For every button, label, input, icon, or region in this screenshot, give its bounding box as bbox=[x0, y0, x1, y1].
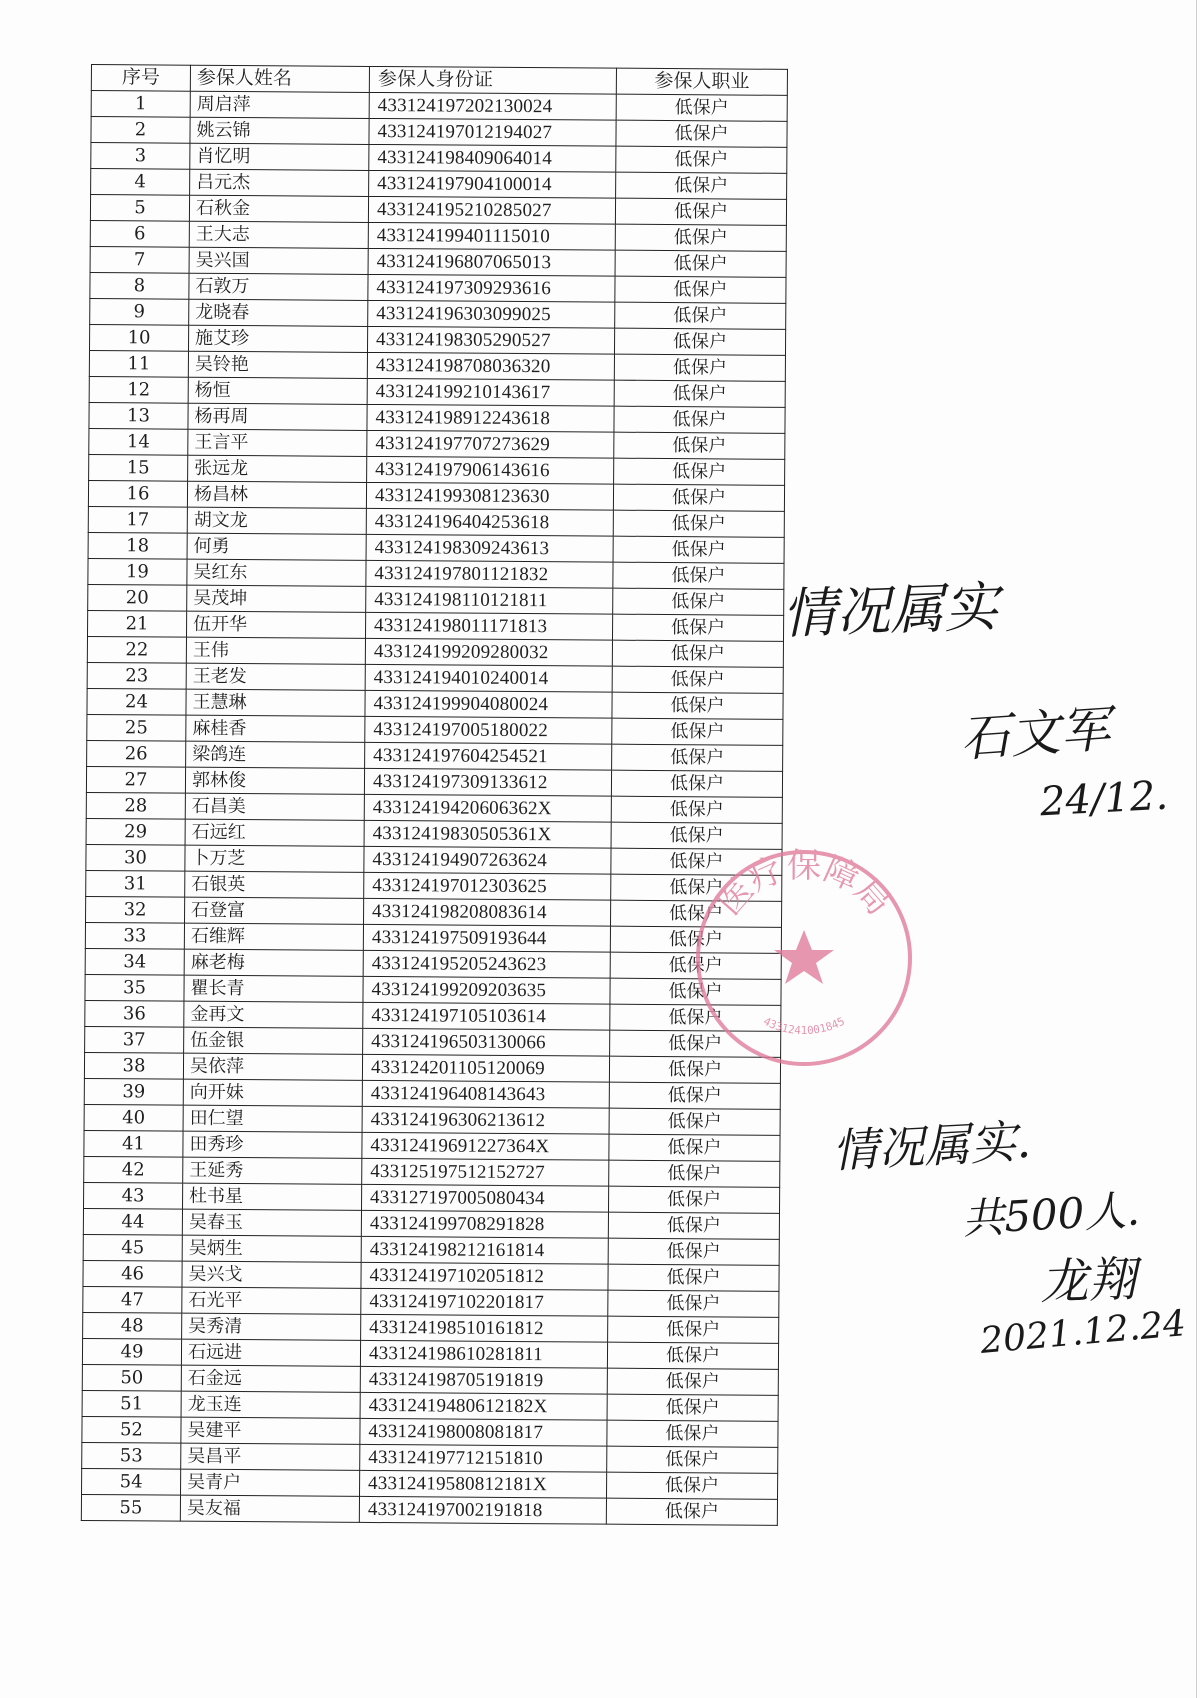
handwritten-count-note: 共500人. bbox=[960, 1185, 1141, 1244]
row-name: 吴春玉 bbox=[182, 1209, 361, 1236]
row-id-number: 433124197102051812 bbox=[361, 1262, 608, 1290]
row-seq: 32 bbox=[86, 896, 185, 923]
row-id-number: 433124197005180022 bbox=[365, 716, 612, 744]
row-occupation: 低保户 bbox=[610, 1030, 781, 1057]
row-name: 石金远 bbox=[181, 1365, 360, 1392]
row-seq: 31 bbox=[86, 870, 185, 897]
row-seq: 12 bbox=[89, 376, 188, 403]
row-occupation: 低保户 bbox=[610, 978, 781, 1005]
row-seq: 30 bbox=[86, 844, 185, 871]
row-occupation: 低保户 bbox=[612, 640, 783, 667]
row-name: 石登富 bbox=[185, 897, 364, 924]
row-seq: 38 bbox=[84, 1052, 183, 1079]
row-seq: 2 bbox=[91, 117, 190, 144]
row-seq: 14 bbox=[89, 428, 188, 455]
row-occupation: 低保户 bbox=[615, 276, 786, 303]
row-id-number: 433124198305290527 bbox=[367, 326, 614, 354]
row-name: 杨昌林 bbox=[187, 481, 366, 508]
row-id-number: 433124197707273629 bbox=[367, 430, 614, 458]
row-id-number: 433124197906143616 bbox=[367, 456, 614, 484]
row-occupation: 低保户 bbox=[609, 1082, 780, 1109]
row-seq: 10 bbox=[89, 324, 188, 351]
row-name: 梁鸽连 bbox=[186, 741, 365, 768]
row-name: 石光平 bbox=[182, 1287, 361, 1314]
row-name: 石远进 bbox=[181, 1339, 360, 1366]
row-id-number: 43312419691227364X bbox=[362, 1132, 609, 1160]
row-id-number: 433127197005080434 bbox=[362, 1184, 609, 1212]
row-id-number: 433124194010240014 bbox=[365, 664, 612, 692]
row-seq: 41 bbox=[84, 1130, 183, 1157]
row-occupation: 低保户 bbox=[613, 562, 784, 589]
row-name: 伍金银 bbox=[184, 1027, 363, 1054]
row-occupation: 低保户 bbox=[615, 250, 786, 277]
row-seq: 53 bbox=[82, 1442, 181, 1469]
row-name: 吴依萍 bbox=[183, 1053, 362, 1080]
row-seq: 8 bbox=[90, 272, 189, 299]
header-occupation: 参保人职业 bbox=[616, 68, 787, 95]
row-seq: 39 bbox=[84, 1078, 183, 1105]
row-seq: 37 bbox=[85, 1026, 184, 1053]
row-id-number: 433124197102201817 bbox=[361, 1288, 608, 1316]
row-name: 田仁望 bbox=[183, 1105, 362, 1132]
row-seq: 24 bbox=[87, 688, 186, 715]
row-seq: 17 bbox=[88, 506, 187, 533]
row-id-number: 433124196303099025 bbox=[368, 300, 615, 328]
row-seq: 40 bbox=[84, 1104, 183, 1131]
row-name: 龙玉连 bbox=[181, 1391, 360, 1418]
row-id-number: 43312419580812181X bbox=[360, 1470, 607, 1498]
row-occupation: 低保户 bbox=[607, 1342, 778, 1369]
row-name: 吴友福 bbox=[180, 1495, 359, 1522]
row-occupation: 低保户 bbox=[608, 1264, 779, 1291]
row-name: 吕元杰 bbox=[190, 169, 369, 196]
row-name: 吴兴国 bbox=[189, 247, 368, 274]
row-id-number: 433124198309243613 bbox=[366, 534, 613, 562]
row-name: 石远红 bbox=[185, 819, 364, 846]
handwritten-note-verified: 情况属实 bbox=[781, 575, 1000, 646]
row-seq: 52 bbox=[82, 1416, 181, 1443]
seal-text: 医疗保障局 bbox=[709, 846, 899, 923]
row-name: 周启萍 bbox=[190, 91, 369, 118]
row-name: 金再文 bbox=[184, 1001, 363, 1028]
row-occupation: 低保户 bbox=[609, 1134, 780, 1161]
row-occupation: 低保户 bbox=[607, 1472, 778, 1499]
row-occupation: 低保户 bbox=[607, 1368, 778, 1395]
handwritten-date-2: 2021.12.24 bbox=[978, 1303, 1188, 1362]
insured-persons-table bbox=[81, 64, 788, 1526]
row-occupation: 低保户 bbox=[610, 1004, 781, 1031]
row-seq: 28 bbox=[86, 792, 185, 819]
row-name: 王大志 bbox=[189, 221, 368, 248]
handwritten-date-1: 24/12. bbox=[1038, 772, 1170, 826]
row-id-number: 433124198110121811 bbox=[366, 586, 613, 614]
official-seal-stamp bbox=[688, 842, 920, 1074]
row-seq: 20 bbox=[88, 584, 187, 611]
row-id-number: 433124197202130024 bbox=[369, 92, 616, 120]
row-name: 肖忆明 bbox=[190, 143, 369, 170]
row-id-number: 43312419480612182X bbox=[360, 1392, 607, 1420]
row-id-number: 433124196807065013 bbox=[368, 248, 615, 276]
row-id-number: 433124198510161812 bbox=[361, 1314, 608, 1342]
row-seq: 45 bbox=[83, 1234, 182, 1261]
row-seq: 27 bbox=[86, 766, 185, 793]
row-seq: 35 bbox=[85, 974, 184, 1001]
row-id-number: 433124199209280032 bbox=[365, 638, 612, 666]
row-seq: 19 bbox=[88, 558, 187, 585]
row-seq: 13 bbox=[89, 402, 188, 429]
row-seq: 26 bbox=[87, 740, 186, 767]
row-occupation: 低保户 bbox=[607, 1394, 778, 1421]
row-id-number: 433124194907263624 bbox=[364, 846, 611, 874]
row-name: 吴炳生 bbox=[182, 1235, 361, 1262]
handwritten-signature-2: 龙翔 bbox=[1039, 1251, 1138, 1311]
row-occupation: 低保户 bbox=[608, 1316, 779, 1343]
row-id-number: 433124197309293616 bbox=[368, 274, 615, 302]
row-occupation: 低保户 bbox=[616, 146, 787, 173]
row-occupation: 低保户 bbox=[611, 770, 782, 797]
row-occupation: 低保户 bbox=[613, 510, 784, 537]
row-name: 龙晓春 bbox=[189, 299, 368, 326]
row-name: 吴铃艳 bbox=[188, 351, 367, 378]
row-id-number: 433124197712151810 bbox=[360, 1444, 607, 1472]
row-occupation: 低保户 bbox=[613, 484, 784, 511]
row-id-number: 433124195205243623 bbox=[363, 950, 610, 978]
row-name: 田秀珍 bbox=[183, 1131, 362, 1158]
table-body bbox=[81, 91, 787, 1526]
row-seq: 34 bbox=[85, 948, 184, 975]
row-name: 施艾珍 bbox=[188, 325, 367, 352]
row-id-number: 43312419420606362X bbox=[364, 794, 611, 822]
row-occupation: 低保户 bbox=[612, 744, 783, 771]
row-seq: 21 bbox=[88, 610, 187, 637]
row-occupation: 低保户 bbox=[608, 1186, 779, 1213]
row-occupation: 低保户 bbox=[611, 822, 782, 849]
row-name: 石银英 bbox=[185, 871, 364, 898]
row-name: 石秋金 bbox=[189, 195, 368, 222]
row-name: 姚云锦 bbox=[190, 117, 369, 144]
row-occupation: 低保户 bbox=[610, 926, 781, 953]
row-id-number: 433124198008081817 bbox=[360, 1418, 607, 1446]
row-seq: 3 bbox=[91, 143, 190, 170]
header-seq: 序号 bbox=[91, 65, 190, 92]
row-name: 石昌美 bbox=[185, 793, 364, 820]
row-occupation: 低保户 bbox=[609, 1108, 780, 1135]
row-id-number: 433124199708291828 bbox=[361, 1210, 608, 1238]
row-seq: 55 bbox=[81, 1494, 180, 1521]
row-occupation: 低保户 bbox=[614, 380, 785, 407]
row-id-number: 433124198011171813 bbox=[365, 612, 612, 640]
row-seq: 50 bbox=[82, 1364, 181, 1391]
row-id-number: 433124197904100014 bbox=[369, 170, 616, 198]
header-name: 参保人姓名 bbox=[190, 65, 369, 92]
row-occupation: 低保户 bbox=[612, 666, 783, 693]
row-occupation: 低保户 bbox=[608, 1238, 779, 1265]
row-id-number: 433124196404253618 bbox=[366, 508, 613, 536]
row-seq: 22 bbox=[87, 636, 186, 663]
row-id-number: 433124196306213612 bbox=[362, 1106, 609, 1134]
row-name: 王老发 bbox=[186, 663, 365, 690]
row-seq: 47 bbox=[83, 1286, 182, 1313]
row-id-number: 433124198409064014 bbox=[369, 144, 616, 172]
row-seq: 9 bbox=[90, 298, 189, 325]
row-occupation: 低保户 bbox=[608, 1212, 779, 1239]
row-name: 吴红东 bbox=[187, 559, 366, 586]
scan-edge bbox=[1196, 0, 1197, 1698]
row-name: 胡文龙 bbox=[187, 507, 366, 534]
row-name: 向开妹 bbox=[183, 1079, 362, 1106]
row-name: 伍开华 bbox=[187, 611, 366, 638]
row-occupation: 低保户 bbox=[611, 848, 782, 875]
row-seq: 6 bbox=[90, 220, 189, 247]
table-row bbox=[81, 1494, 777, 1525]
row-occupation: 低保户 bbox=[607, 1446, 778, 1473]
row-id-number: 433124199904080024 bbox=[365, 690, 612, 718]
row-name: 王慧琳 bbox=[186, 689, 365, 716]
row-occupation: 低保户 bbox=[611, 796, 782, 823]
row-seq: 16 bbox=[88, 480, 187, 507]
row-id-number: 433124197309133612 bbox=[364, 768, 611, 796]
row-name: 王延秀 bbox=[183, 1157, 362, 1184]
row-name: 王伟 bbox=[186, 637, 365, 664]
row-id-number: 433125197512152727 bbox=[362, 1158, 609, 1186]
row-occupation: 低保户 bbox=[612, 614, 783, 641]
row-occupation: 低保户 bbox=[614, 328, 785, 355]
row-name: 吴昌平 bbox=[181, 1443, 360, 1470]
row-name: 石敦万 bbox=[189, 273, 368, 300]
row-id-number: 433124197002191818 bbox=[359, 1496, 606, 1524]
row-name: 吴秀清 bbox=[182, 1313, 361, 1340]
row-seq: 49 bbox=[82, 1338, 181, 1365]
seal-star-icon bbox=[774, 930, 834, 984]
row-name: 卜万芝 bbox=[185, 845, 364, 872]
row-occupation: 低保户 bbox=[614, 354, 785, 381]
row-occupation: 低保户 bbox=[614, 406, 785, 433]
row-id-number: 433124197012303625 bbox=[364, 872, 611, 900]
row-id-number: 433124198912243618 bbox=[367, 404, 614, 432]
row-occupation: 低保户 bbox=[610, 900, 781, 927]
row-seq: 1 bbox=[91, 91, 190, 118]
row-seq: 23 bbox=[87, 662, 186, 689]
row-name: 瞿长青 bbox=[184, 975, 363, 1002]
row-name: 吴建平 bbox=[181, 1417, 360, 1444]
row-occupation: 低保户 bbox=[607, 1420, 778, 1447]
row-seq: 51 bbox=[82, 1390, 181, 1417]
row-id-number: 433124195210285027 bbox=[368, 196, 615, 224]
seal-code: 4331241001845 bbox=[761, 1014, 847, 1038]
row-occupation: 低保户 bbox=[611, 874, 782, 901]
row-name: 张远龙 bbox=[188, 455, 367, 482]
row-name: 何勇 bbox=[187, 533, 366, 560]
row-id-number: 433124197509193644 bbox=[363, 924, 610, 952]
row-id-number: 43312419830505361X bbox=[364, 820, 611, 848]
row-seq: 44 bbox=[83, 1208, 182, 1235]
row-seq: 33 bbox=[85, 922, 184, 949]
row-occupation: 低保户 bbox=[613, 536, 784, 563]
row-id-number: 433124197105103614 bbox=[363, 1002, 610, 1030]
row-id-number: 433124196408143643 bbox=[362, 1080, 609, 1108]
row-name: 杨恒 bbox=[188, 377, 367, 404]
row-id-number: 433124198708036320 bbox=[367, 352, 614, 380]
header-id-number: 参保人身份证 bbox=[369, 66, 616, 94]
row-seq: 11 bbox=[89, 350, 188, 377]
row-name: 杜书星 bbox=[183, 1183, 362, 1210]
row-occupation: 低保户 bbox=[615, 198, 786, 225]
row-name: 吴兴戈 bbox=[182, 1261, 361, 1288]
row-id-number: 433124198705191819 bbox=[360, 1366, 607, 1394]
row-name: 杨再周 bbox=[188, 403, 367, 430]
row-id-number: 433124197604254521 bbox=[365, 742, 612, 770]
row-id-number: 433124199209203635 bbox=[363, 976, 610, 1004]
handwritten-signature-1: 石文军 bbox=[958, 699, 1113, 769]
row-seq: 15 bbox=[89, 454, 188, 481]
row-seq: 25 bbox=[87, 714, 186, 741]
row-name: 麻桂香 bbox=[186, 715, 365, 742]
row-seq: 7 bbox=[90, 246, 189, 273]
row-occupation: 低保户 bbox=[610, 952, 781, 979]
row-occupation: 低保户 bbox=[614, 458, 785, 485]
row-id-number: 433124199401115010 bbox=[368, 222, 615, 250]
row-occupation: 低保户 bbox=[616, 120, 787, 147]
row-name: 郭林俊 bbox=[185, 767, 364, 794]
row-seq: 46 bbox=[83, 1260, 182, 1287]
row-seq: 29 bbox=[86, 818, 185, 845]
row-occupation: 低保户 bbox=[612, 692, 783, 719]
row-occupation: 低保户 bbox=[615, 302, 786, 329]
row-occupation: 低保户 bbox=[616, 94, 787, 121]
row-name: 麻老梅 bbox=[184, 949, 363, 976]
row-id-number: 433124198212161814 bbox=[361, 1236, 608, 1264]
row-seq: 42 bbox=[84, 1156, 183, 1183]
row-id-number: 433124199308123630 bbox=[366, 482, 613, 510]
handwritten-note-verified-2: 情况属实. bbox=[830, 1113, 1033, 1179]
row-occupation: 低保户 bbox=[613, 588, 784, 615]
row-seq: 54 bbox=[82, 1468, 181, 1495]
row-occupation: 低保户 bbox=[608, 1290, 779, 1317]
row-name: 王言平 bbox=[188, 429, 367, 456]
row-occupation: 低保户 bbox=[609, 1160, 780, 1187]
row-id-number: 433124197012194027 bbox=[369, 118, 616, 146]
row-seq: 36 bbox=[85, 1000, 184, 1027]
row-occupation: 低保户 bbox=[614, 432, 785, 459]
row-seq: 18 bbox=[88, 532, 187, 559]
row-occupation: 低保户 bbox=[606, 1498, 777, 1525]
row-seq: 5 bbox=[90, 195, 189, 222]
row-id-number: 433124197801121832 bbox=[366, 560, 613, 588]
row-id-number: 433124199210143617 bbox=[367, 378, 614, 406]
row-occupation: 低保户 bbox=[609, 1056, 780, 1083]
row-occupation: 低保户 bbox=[615, 224, 786, 251]
row-seq: 43 bbox=[84, 1182, 183, 1209]
row-seq: 4 bbox=[91, 169, 190, 196]
row-seq: 48 bbox=[83, 1312, 182, 1339]
row-id-number: 433124198610281811 bbox=[360, 1340, 607, 1368]
row-id-number: 433124198208083614 bbox=[363, 898, 610, 926]
row-name: 吴茂坤 bbox=[187, 585, 366, 612]
row-name: 石维辉 bbox=[184, 923, 363, 950]
row-occupation: 低保户 bbox=[616, 172, 787, 199]
row-id-number: 433124196503130066 bbox=[363, 1028, 610, 1056]
row-occupation: 低保户 bbox=[612, 718, 783, 745]
row-name: 吴青户 bbox=[181, 1469, 360, 1496]
row-id-number: 433124201105120069 bbox=[362, 1054, 609, 1082]
